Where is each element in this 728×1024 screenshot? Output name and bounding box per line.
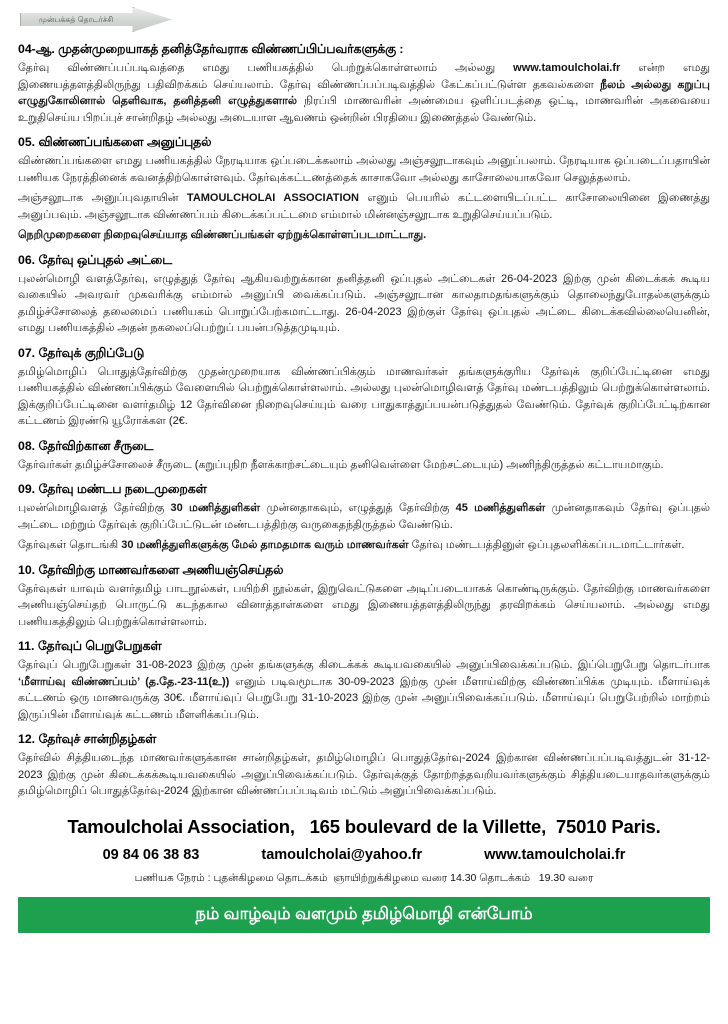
text-run: தேர்வில் சித்தியடைந்த மாணவர்களுக்கான சான்றிதழ்கள், தமிழ்மொழிப் பொதுத்தேர்வு-2024 இற்கான விண்ணப்பப்படிவத்துடன் 31-12-2023 இற்கு முன் கிடைக்கக்கூடியவகையில் அனுப்பிவைக்கப்படும். தேர்வுக்குத் தோற்றத்தவறியவர்களுக்கும் சித்தியடையாதவர்களுக்கும் தமிழ்மொழிப் பொதுத்தேர்வு-2024 இற்கான விண்ணப்பப்படிவம் மட்டும் அனுப்பிவைக்கப்படும்.	[18, 752, 710, 797]
text-run: தேர்வுகள் தொடங்கி	[18, 539, 122, 551]
section-body	[18, 153, 710, 244]
text-run: முன்னதாகவும் தேர்வு ஒப்புதல் அட்டை மற்றும் தேர்வுக் குறிப்பேட்டுடன் மண்டபத்திற்கு வருகைதந்திருத்தல் வேண்டும்.	[18, 502, 710, 531]
footer	[18, 816, 710, 885]
section-body	[18, 657, 710, 723]
section	[18, 438, 710, 474]
section-paragraph	[18, 227, 710, 244]
section-paragraph	[18, 500, 710, 533]
section-heading: 08. தேர்விற்கான சீருடை	[18, 438, 154, 453]
text-run: தேர்வுகள் யாவும் வளர்தமிழ் பாடநூல்கள், பயிற்சி நூல்கள், இறுவெட்டுகளை அடிப்படையாகக் கொண்டிருக்கும். தேர்விற்கு மாணவர்களை அணியஞ்செய்தற் பொருட்டு கடந்தகால வினாத்தாள்களை எமது இணையத்தளத்திலிருந்து தரவிறக்கம் செய்யலாம். அல்லது எமது பணியகத்திலும் பெற்றுக்கொள்ளலாம்.	[18, 582, 710, 628]
footer-office-hours: பணியக நேரம் : புதன்கிழமை தொடக்கம் ஞாயிற்றுக்கிழமை வரை 14.30 தொடக்கம் 19.30 வரை	[134, 871, 594, 884]
text-run: தேர்வு மண்டபத்தினுள் ஒப்புதலளிக்கப்படமாட்டார்கள்.	[408, 539, 685, 551]
section-heading: 12. தேர்வுச் சான்றிதழ்கள்	[18, 732, 157, 746]
section-heading: 09. தேர்வு மண்டப நடைமுறைகள்	[18, 482, 207, 496]
section-heading: 10. தேர்விற்கு மாணவர்களை அணியஞ்செய்தல்	[18, 562, 284, 577]
section-body	[18, 60, 710, 126]
footer-org-address: Tamoulcholai Association, 165 boulevard de la Villette, 75010 Paris.	[67, 815, 661, 837]
text-run-bold: நீலம் அல்லது கறுப்பு எழுதுகோலினால் தெளிவாக, தனித்தனி எழுத்துகளால்	[18, 78, 710, 107]
section-paragraph	[18, 657, 710, 723]
footer-phone: 09 84 06 38 83	[102, 846, 200, 863]
section-heading: 11. தேர்வுப் பெறுபேறுகள்	[18, 639, 162, 653]
text-run: தேர்வுப் பெறுபேறுகள் 31-08-2023 இற்கு முன் தங்களுக்கு கிடைக்கக் கூடியவகையில் அனுப்பிவைக்கப்படும். இப்பெறுபேறு தொடர்பாக	[18, 659, 710, 671]
section-paragraph	[18, 271, 710, 337]
continuation-banner	[20, 7, 172, 32]
section	[18, 41, 710, 126]
text-run-bold: நெறிமுறைகளை நிறைவுசெய்யாத விண்ணப்பங்கள் ஏற்றுக்கொள்ளப்படமாட்டாது.	[18, 229, 427, 241]
footer-contacts	[18, 847, 710, 863]
section-body	[18, 581, 710, 631]
bottom-slogan-banner: நம் வாழ்வும் வளமும் தமிழ்மொழி என்போம்	[18, 897, 710, 933]
section-body	[18, 457, 710, 474]
text-run: எனும் படிவமூடாக 30-09-2023 இற்கு முன் மீளாய்விற்கு விண்ணப்பிக்க முடியும். மீளாய்வுக் கட்டணம் ஒரு மாணவருக்கு 30€. மீளாய்வுப் பெறுபேறு 31-10-2023 இற்கு முன் அனுப்பிவைக்கப்படும். மீளாய்வுப் பெறுபேற்றில் மாற்றம் இருப்பின் மீளாய்வுக் கட்டணம் மீளளிக்கப்படும்.	[18, 675, 710, 721]
text-run: விண்ணப்பங்களை எமது பணியகத்தில் நேரடியாக ஒப்படைக்கலாம் அல்லது அஞ்சலூடாகவும் அனுப்பலாம். நேரடியாக ஒப்படைப்பதாயின் பணியக நேரத்தினைக் கவனத்திற்கொள்ளவும். தேர்வுக்கட்டணத்தைக் காசாகவோ அல்லது காசோலையாகவோ செலுத்தலாம்.	[18, 155, 710, 184]
footer-website: www.tamoulcholai.fr	[484, 846, 626, 863]
section	[18, 638, 710, 723]
section-paragraph	[18, 537, 710, 554]
text-run-bold: 30 மணித்துளிகள்	[170, 502, 261, 514]
text-run: தேர்வர்கள் தமிழ்ச்சோலைச் சீருடை (கறுப்புநிற நீளக்காற்சட்டையும் தனிவெள்ளை மேற்சட்டையும்) அணிந்திருத்தல் கட்டாயமாகும்.	[18, 458, 664, 471]
section-heading: 05. விண்ணப்பங்களை அனுப்புதல்	[18, 135, 212, 149]
section-paragraph	[18, 153, 710, 186]
continuation-label: முன்பக்கத் தொடர்ச்சி	[38, 14, 114, 24]
section	[18, 252, 710, 337]
section-heading: 07. தேர்வுக் குறிப்பேடு	[18, 345, 145, 360]
section	[18, 481, 710, 554]
section	[18, 731, 710, 800]
section-heading: 04-ஆ. முதன்முறையாகத் தனித்தேர்வராக விண்ணப்பிப்பவர்களுக்கு :	[18, 42, 404, 56]
text-run: முன்னதாகவும், எழுத்துத் தேர்விற்கு	[260, 502, 456, 514]
section	[18, 345, 710, 430]
section-heading: 06. தேர்வு ஒப்புதல் அட்டை	[18, 252, 172, 267]
section-paragraph	[18, 581, 710, 631]
text-run-bold: TAMOULCHOLAI ASSOCIATION	[186, 192, 360, 204]
section-body	[18, 750, 710, 800]
section-paragraph	[18, 190, 710, 223]
text-run: புலன்மொழிவளத் தேர்விற்கு	[18, 502, 171, 514]
section-body	[18, 364, 710, 430]
text-run-bold: 45 மணித்துளிகள்	[455, 502, 546, 514]
section-paragraph	[18, 60, 710, 126]
section	[18, 134, 710, 244]
section-paragraph	[18, 364, 710, 430]
text-run: தமிழ்மொழிப் பொதுத்தேர்விற்கு முதன்முறையாக விண்ணப்பிக்கும் மாணவர்கள் தங்களுக்குரிய தேர்வுக் குறிப்பேட்டினை எமது பணியகத்தில் விண்ணப்பிக்கும் வேளையில் பெற்றுக்கொள்ளலாம். அல்லது புலன்மொழிவளத் தேர்வு மண்டபத்திலும் பெற்றுக்கொள்ளலாம். இக்குறிப்பேட்டினை வளர்தமிழ் 12 தேர்வினை நிறைவுசெய்யும் வரை பாதுகாத்துப்பயன்படுத்துதல் வேண்டும். தேர்வுக் குறிப்பேட்டிற்கான கட்டணம் இரண்டு யூரோக்கள (2€.	[18, 365, 711, 427]
sections	[18, 41, 710, 800]
text-run: எனும் பெயரில் கட்டளையிடப்பட்ட காசோலையினை இணைத்து அனுப்பவும். அஞ்சலூடாக விண்ணப்பம் கிடைக்கப்பட்டமை எம்மால் மின்னஞ்சலூடாக உறுதிசெய்யப்படும்.	[18, 192, 710, 221]
section-paragraph	[18, 457, 710, 474]
text-run-bold: ‘மீளாய்வு விண்ணப்பம்’ (த.தே.-23-11(உ))	[18, 675, 230, 688]
text-run: என்ற எமது இணையத்தளத்திலிருந்து பதிவிறக்கம் செய்யலாம். தேர்வு விண்ணப்பப்படிவத்தில் கேட்கப்பட்டுள்ள தகவல்களை	[18, 62, 710, 91]
text-run: அஞ்சலூடாக அனுப்புவதாயின்	[18, 192, 187, 204]
text-run: நிரப்பி மாணவரின் அண்மைய ஒளிப்படத்தை ஒட்டி, மாணவரின் அகவையை உறுதிசெய்ய பிறப்புச் சான்றிதழ் அல்லது அடையாள ஆவணம் ஒன்றின் பிரதியை இணைத்தல் வேண்டும்.	[18, 95, 710, 124]
text-run: தேர்வு விண்ணப்பப்படிவத்தை எமது பணியகத்தில் பெற்றுக்கொள்ளலாம் அல்லது	[18, 62, 514, 74]
footer-email: tamoulcholai@yahoo.fr	[261, 846, 423, 863]
text-run: புலன்மொழி வளத்தேர்வு, எழுத்துத் தேர்வு ஆகியவற்றுக்கான தனித்தனி ஒப்புதல் அட்டைகள் 26-04-2023 இற்கு முன் கிடைக்கக் கூடிய வகையில் அவரவர் முகவரிக்கு எம்மால் அனுப்பி வைக்கப்படும். அஞ்சலூடான காலதாமதங்களுக்கும் தொலைந்துபோதல்களுக்கும் தமிழ்ச்சோலைத் தலைமைப் பணியகம் பொறுப்பேற்கமாட்டாது. 26-04-2023 இற்குள் தேர்வு ஒப்புதல் அட்டை கிடைக்கவில்லையெனின், எமது பணியகத்தில் அதன் நகலைப்பெற்றுப் பயன்படுத்தமுடியும்.	[18, 272, 710, 334]
section-paragraph	[18, 750, 710, 800]
section	[18, 562, 710, 631]
text-run-bold: www.tamoulcholai.fr	[513, 62, 621, 74]
section-body	[18, 271, 710, 337]
section-body	[18, 500, 710, 554]
text-run-bold: 30 மணித்துளிகளுக்கு மேல் தாமதமாக வரும் மாணவர்கள்	[121, 539, 409, 551]
